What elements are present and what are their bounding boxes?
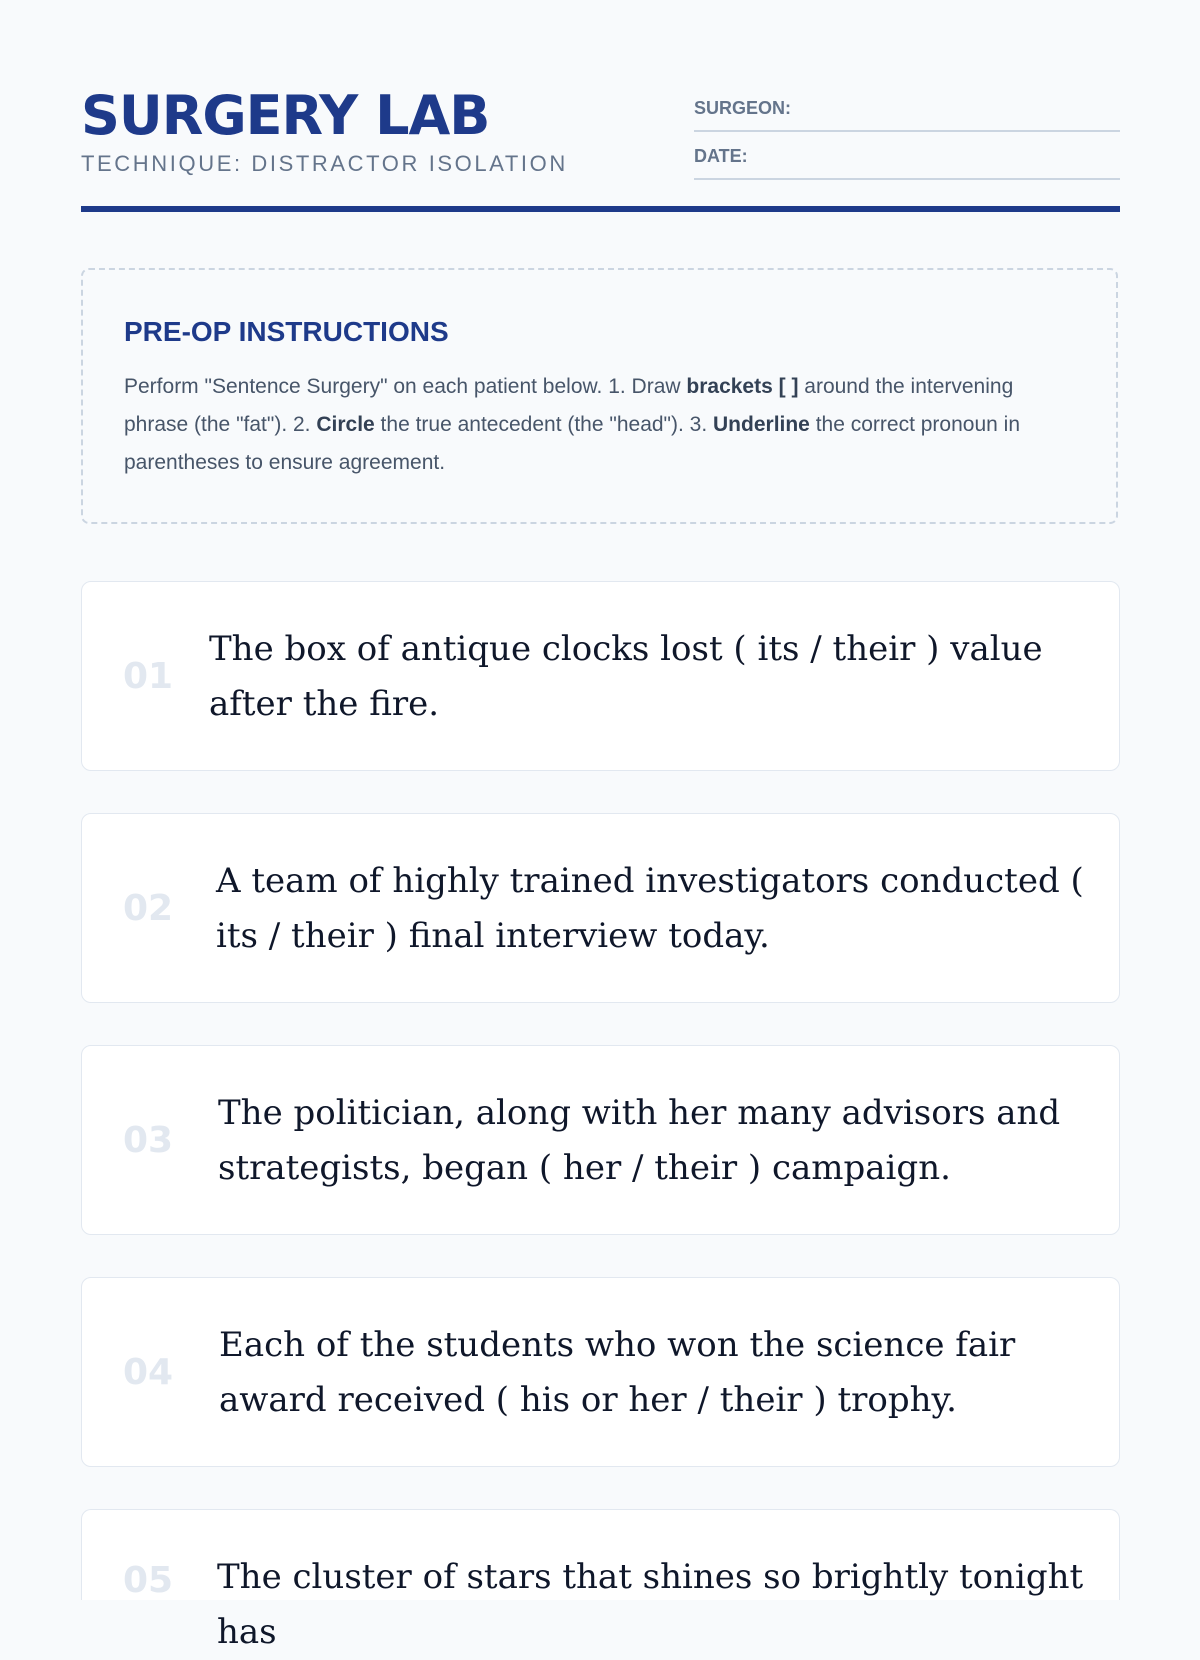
patient-card <box>81 581 1120 771</box>
info-fields <box>694 96 1120 192</box>
patient-card <box>81 1045 1120 1235</box>
patient-sentence[interactable]: Each of the students who won the science fair award received ( his or her / their ) trophy. <box>219 1325 1016 1420</box>
surgeon-label: SURGEON: <box>694 98 792 118</box>
instructions-bold-brackets: brackets [ ] <box>686 375 799 398</box>
patient-sentence[interactable]: The box of antique clocks lost ( its / their ) value after the fire. <box>209 629 1043 724</box>
patient-number: 02 <box>123 887 174 929</box>
instructions-bold-underline: Underline <box>713 413 810 436</box>
instructions-text-part: Perform "Sentence Surgery" on each patient below. 1. Draw <box>124 375 687 398</box>
worksheet-header <box>81 78 1120 214</box>
patient-number: 05 <box>123 1560 174 1601</box>
patient-card <box>81 813 1120 1003</box>
patient-number: 03 <box>123 1119 174 1161</box>
instructions-text <box>124 368 1074 482</box>
date-field[interactable] <box>694 144 1120 180</box>
instructions-title: PRE-OP INSTRUCTIONS <box>124 316 449 347</box>
technique-subtitle: TECHNIQUE: DISTRACTOR ISOLATION <box>81 151 568 176</box>
date-label: DATE: <box>694 146 748 166</box>
patient-number: 04 <box>123 1351 174 1393</box>
surgeon-field[interactable] <box>694 96 1120 132</box>
instructions-bold-circle: Circle <box>316 413 375 436</box>
instructions-text-part: around the intervening phrase (the "fat"). 2. <box>124 375 1014 436</box>
patient-sentence[interactable]: The politician, along with her many advisors and strategists, began ( her / their ) campaign. <box>218 1093 1061 1188</box>
patient-sentence[interactable]: The cluster of stars that shines so brightly tonight has <box>217 1557 1084 1652</box>
instructions-text-part: the true antecedent (the "head"). 3. <box>374 413 714 436</box>
page-title: SURGERY LAB <box>81 84 490 147</box>
instructions-text-part: the correct pronoun in parentheses to ensure agreement. <box>124 413 1020 474</box>
instructions-box <box>81 268 1118 524</box>
header-divider <box>81 206 1120 212</box>
patient-sentence[interactable]: A team of highly trained investigators conducted ( its / their ) final interview today. <box>216 861 1084 956</box>
patient-number: 01 <box>123 655 174 697</box>
patient-card <box>81 1277 1120 1467</box>
patient-card <box>81 1509 1120 1652</box>
